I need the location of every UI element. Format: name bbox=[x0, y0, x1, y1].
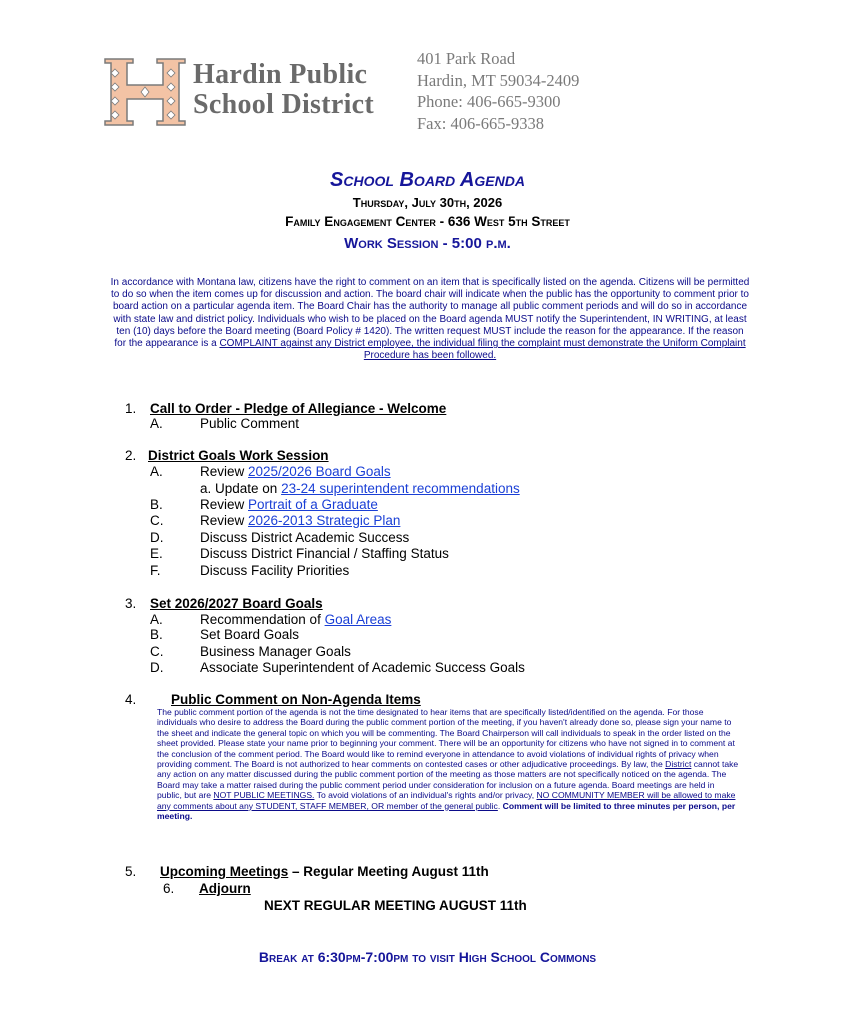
item-2c-text bbox=[200, 513, 400, 530]
next-meeting: NEXT REGULAR MEETING AUGUST 11th bbox=[264, 898, 527, 913]
district-name bbox=[193, 60, 393, 120]
item-2b-letter: B. bbox=[150, 497, 163, 512]
phone-number: Phone: 406-665-9300 bbox=[417, 92, 561, 111]
rules-text-3: To avoid violations of an individual's rights and/or privacy, bbox=[314, 790, 537, 801]
rules-text-4: . bbox=[497, 800, 503, 811]
item-3-number: 3. bbox=[125, 596, 137, 611]
session-time: Work Session - 5:00 p.m. bbox=[344, 235, 511, 252]
rules-not-public: NOT PUBLIC MEETINGS. bbox=[213, 790, 315, 801]
item-2a-sub bbox=[200, 481, 520, 498]
portrait-of-graduate-link[interactable]: Portrait of a Graduate bbox=[248, 497, 378, 512]
meeting-date: Thursday, July 30th, 2026 bbox=[352, 195, 503, 210]
district-name-line2: School District bbox=[193, 89, 375, 120]
superintendent-recommendations-link[interactable]: 23-24 superintendent recommendations bbox=[281, 481, 520, 496]
meeting-venue: Family Engagement Center - 636 West 5th Street bbox=[285, 214, 570, 229]
rules-district-word: District bbox=[665, 759, 692, 770]
rules-no-member: NO COMMUNITY MEMBER will be allowed to make any comments about any STUDENT, STAFF MEMBER, OR member of the general public bbox=[157, 790, 736, 811]
complaint-notice: COMPLAINT against any District employee, the individual filing the complaint must demonstrate the Uniform Complaint Procedure has been followed. bbox=[219, 338, 746, 362]
item-4-number: 4. bbox=[125, 692, 137, 707]
item-2e-text: Discuss District Financial / Staffing Status bbox=[200, 546, 449, 561]
item-2a-prefix: Review bbox=[200, 464, 249, 479]
item-3a-letter: A. bbox=[150, 612, 163, 627]
item-2f-letter: F. bbox=[150, 563, 161, 578]
item-3b-text: Set Board Goals bbox=[200, 627, 300, 642]
break-notice: Break at 6:30pm-7:00pm to visit High School Commons bbox=[258, 949, 597, 965]
item-6-number: 6. bbox=[163, 881, 175, 896]
rules-text-1: The public comment portion of the agenda is not the time designated to hear items that are specifically listed/identified on the agenda. For those individuals who desire to address the Board during the public comment portion of the meeting, if you haven't already done so, please sign your name to the sheet and indicate the general topic on which you will be commenting. The Board Chairperson will call individuals to speak in the order listed on the sheet provided. Please state your name prior to beginning your comment. There will be an opportunity for citizens who have not signed in to comment at the conclusion of the comment period. The Board would like to remind everyone in attendance to avoid violations of individual rights of privacy when providing comment. The Board is not authorized to hear comments on contested cases or other adjudicative proceedings. By law, the bbox=[157, 707, 735, 770]
public-comment-notice bbox=[110, 277, 750, 362]
district-address bbox=[417, 48, 579, 134]
district-name-line1: Hardin Public bbox=[193, 59, 368, 90]
item-4-title: Public Comment on Non-Agenda Items bbox=[171, 692, 421, 707]
goal-areas-link[interactable]: Goal Areas bbox=[324, 612, 392, 627]
item-2d-letter: D. bbox=[150, 530, 164, 545]
item-3d-letter: D. bbox=[150, 660, 164, 675]
item-3-title: Set 2026/2027 Board Goals bbox=[150, 596, 323, 611]
notice-text: In accordance with Montana law, citizens have the right to comment on an item that is specifically listed on the agenda. Citizens will be permitted to do so when the item comes up for discussion and action. The board chair will indicate when the public has the opportunity to comment prior to board action on a particular agenda item. The Board Chair has the authority to manage all public comment periods and will do so in accordance with state law and district policy. Individuals who wish to be placed on the Board agenda MUST notify the Superintendent, IN WRITING, at least ten (10) days before the Board meeting (Board Policy # 1420). The written request MUST include the reason for the appearance. If the reason for the appearance is a bbox=[110, 277, 750, 350]
item-1-number: 1. bbox=[125, 401, 137, 416]
item-3a-prefix: Recommendation of bbox=[200, 612, 325, 627]
item-2a-sub-prefix: a. Update on bbox=[200, 481, 282, 496]
item-2a-letter: A. bbox=[150, 464, 163, 479]
item-1a-text: Public Comment bbox=[200, 416, 300, 431]
item-3b-letter: B. bbox=[150, 627, 163, 642]
public-comment-rules bbox=[157, 707, 739, 821]
item-2c-prefix: Review bbox=[200, 513, 249, 528]
item-6-title: Adjourn bbox=[199, 881, 251, 896]
agenda-title: School Board Agenda bbox=[330, 169, 525, 191]
address-city: Hardin, MT 59034-2409 bbox=[417, 70, 580, 90]
item-2c-letter: C. bbox=[150, 513, 164, 528]
item-5-detail: – Regular Meeting August 11th bbox=[288, 864, 489, 879]
item-2-title: District Goals Work Session bbox=[148, 448, 329, 463]
item-2e-letter: E. bbox=[150, 546, 163, 561]
item-5-number: 5. bbox=[125, 864, 137, 879]
item-1-title: Call to Order - Pledge of Allegiance - Welcome bbox=[150, 401, 447, 416]
fax-number: Fax: 406-665-9338 bbox=[417, 113, 544, 133]
address-street: 401 Park Road bbox=[417, 49, 516, 68]
item-3d-text: Associate Superintendent of Academic Success Goals bbox=[200, 660, 525, 675]
item-2d-text: Discuss District Academic Success bbox=[200, 530, 410, 545]
item-3c-letter: C. bbox=[150, 644, 164, 659]
item-3c-text: Business Manager Goals bbox=[200, 644, 351, 659]
item-5-title: Upcoming Meetings bbox=[160, 864, 289, 879]
rules-text-2: cannot take any action on any matter discussed during the public comment portion of the meeting as those matters are not specifically noticed on the agenda. The Board may take a matter raised during the public comment period under consideration for inclusion on a future agenda. Board meetings are held in public, but are bbox=[157, 759, 739, 801]
rules-time-limit: Comment will be limited to three minutes per person, per meeting. bbox=[157, 800, 736, 822]
strategic-plan-link[interactable]: 2026-2013 Strategic Plan bbox=[248, 513, 401, 528]
item-2b-prefix: Review bbox=[200, 497, 249, 512]
item-2f-text: Discuss Facility Priorities bbox=[200, 563, 350, 578]
board-goals-link[interactable]: 2025/2026 Board Goals bbox=[248, 464, 391, 479]
item-2a-text bbox=[200, 464, 391, 481]
item-2-number: 2. bbox=[125, 448, 137, 463]
item-1a-letter: A. bbox=[150, 416, 163, 431]
item-5-line bbox=[160, 864, 489, 879]
item-2b-text bbox=[200, 497, 378, 514]
district-logo-icon bbox=[103, 57, 188, 127]
